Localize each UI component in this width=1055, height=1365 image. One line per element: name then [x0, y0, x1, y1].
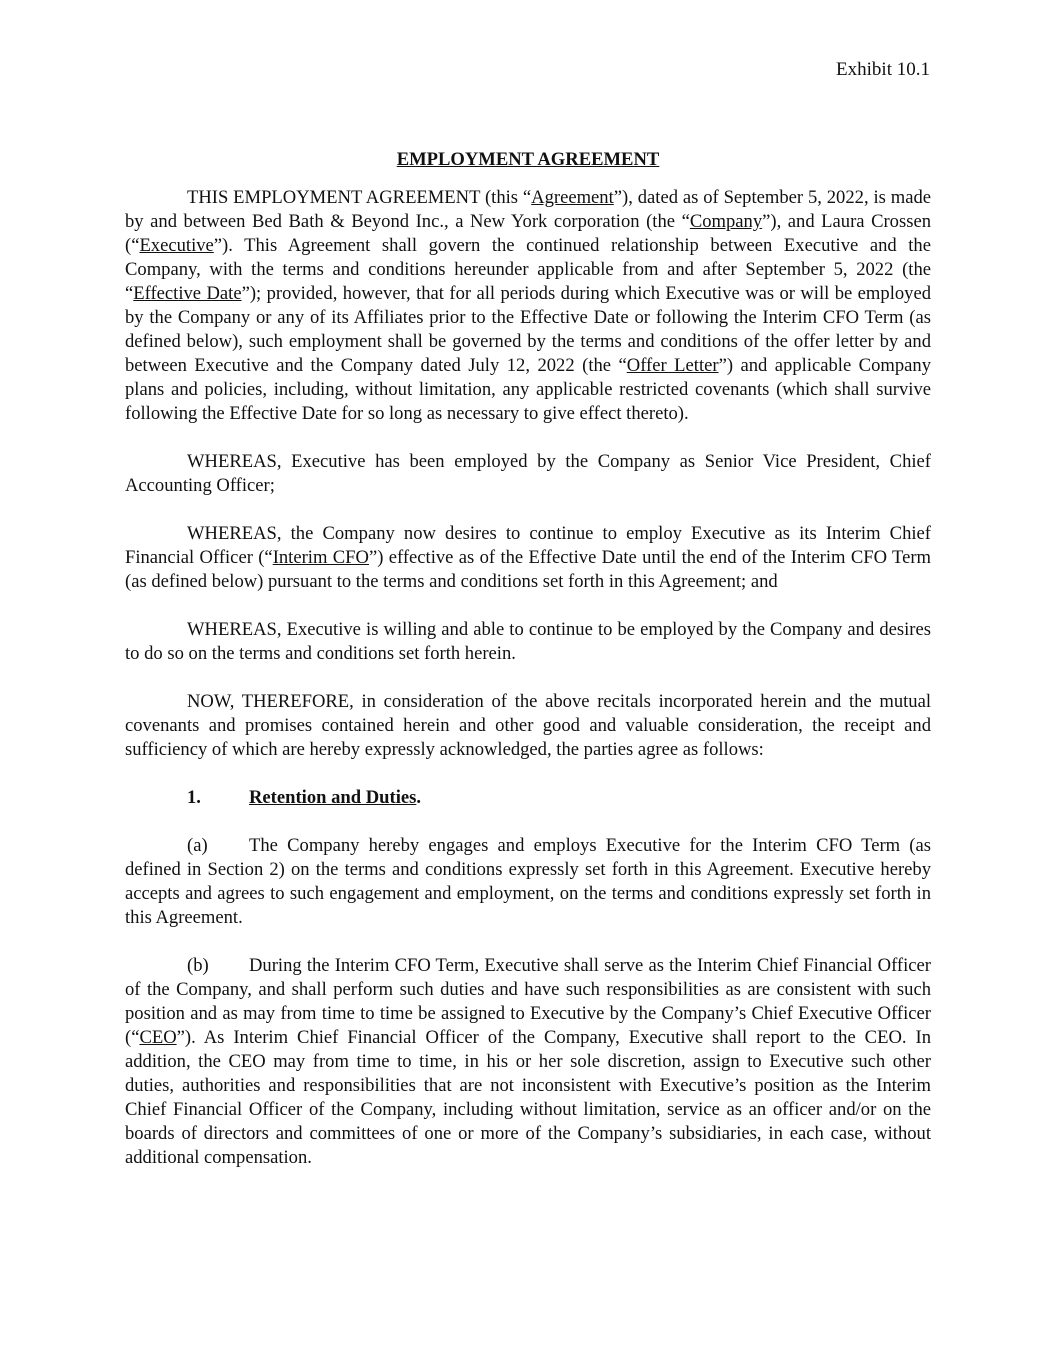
defined-term-interim-cfo: Interim CFO: [272, 547, 369, 568]
defined-term-offer-letter: Offer Letter: [626, 355, 719, 376]
defined-term-executive: Executive: [139, 235, 214, 256]
defined-term-agreement: Agreement: [531, 187, 614, 208]
section-1-heading: 1. Retention and Duties.: [187, 787, 422, 808]
whereas-paragraph-2: WHEREAS, the Company now desires to continue to employ Executive as its Interim Chief Financial Officer (“Interim CFO”) effective as of the Effective Date until the end of the Interim CFO Term (as defined below) pursuant to the terms and conditions set forth in this Agreement; and: [125, 523, 931, 592]
whereas-paragraph-1: WHEREAS, Executive has been employed by the Company as Senior Vice President, Chief Accounting Officer;: [125, 451, 931, 496]
document-body: [125, 148, 931, 1194]
whereas-paragraph-3: WHEREAS, Executive is willing and able to continue to be employed by the Company and desires to do so on the terms and conditions set forth herein.: [125, 619, 931, 664]
section-1a-paragraph: (a) The Company hereby engages and employs Executive for the Interim CFO Term (as defined in Section 2) on the terms and conditions expressly set forth in this Agreement. Executive hereby accepts and agrees to such engagement and employment, on the terms and conditions expressly set forth in this Agreement.: [125, 835, 931, 928]
defined-term-company: Company: [689, 211, 763, 232]
section-1-number: 1.: [187, 787, 201, 808]
section-1-title: Retention and Duties: [249, 787, 417, 808]
defined-term-effective-date: Effective Date: [133, 283, 242, 304]
section-1b-paragraph: (b) During the Interim CFO Term, Executive shall serve as the Interim Chief Financial Officer of the Company, and shall perform such duties and have such responsibilities as are consistent with such position and as may from time to time be assigned to Executive by the Company’s Chief Executive Officer (“CEO”). As Interim Chief Financial Officer of the Company, Executive shall report to the CEO. In addition, the CEO may from time to time, in his or her sole discretion, assign to Executive such other duties, authorities and responsibilities that are not inconsistent with Executive’s position as the Interim Chief Financial Officer of the Company, including without limitation, service as an officer and/or on the boards of directors and committees of one or more of the Company’s subsidiaries, in each case, without additional compensation.: [125, 955, 931, 1168]
exhibit-label: Exhibit 10.1: [836, 59, 930, 80]
now-therefore-paragraph: NOW, THEREFORE, in consideration of the above recitals incorporated herein and the mutual covenants and promises contained herein and other good and valuable consideration, the receipt and sufficiency of which are hereby expressly acknowledged, the parties agree as follows:: [125, 691, 931, 760]
document-title: EMPLOYMENT AGREEMENT: [396, 149, 660, 170]
section-1a-label: (a): [187, 835, 208, 856]
intro-paragraph: THIS EMPLOYMENT AGREEMENT (this “Agreement”), dated as of September 5, 2022, is made by and between Bed Bath & Beyond Inc., a New York corporation (the “Company”), and Laura Crossen (“Executive”). This Agreement shall govern the continued relationship between Executive and the Company, with the terms and conditions hereunder applicable from and after September 5, 2022 (the “Effective Date”); provided, however, that for all periods during which Executive was or will be employed by the Company or any of its Affiliates prior to the Effective Date or following the Interim CFO Term (as defined below), such employment shall be governed by the terms and conditions of the offer letter by and between Executive and the Company dated July 12, 2022 (the “Offer Letter”) and applicable Company plans and policies, including, without limitation, any applicable restricted covenants (which shall survive following the Effective Date for so long as necessary to give effect thereto).: [125, 187, 932, 424]
defined-term-ceo: CEO: [139, 1027, 177, 1048]
section-1b-label: (b): [187, 955, 209, 976]
